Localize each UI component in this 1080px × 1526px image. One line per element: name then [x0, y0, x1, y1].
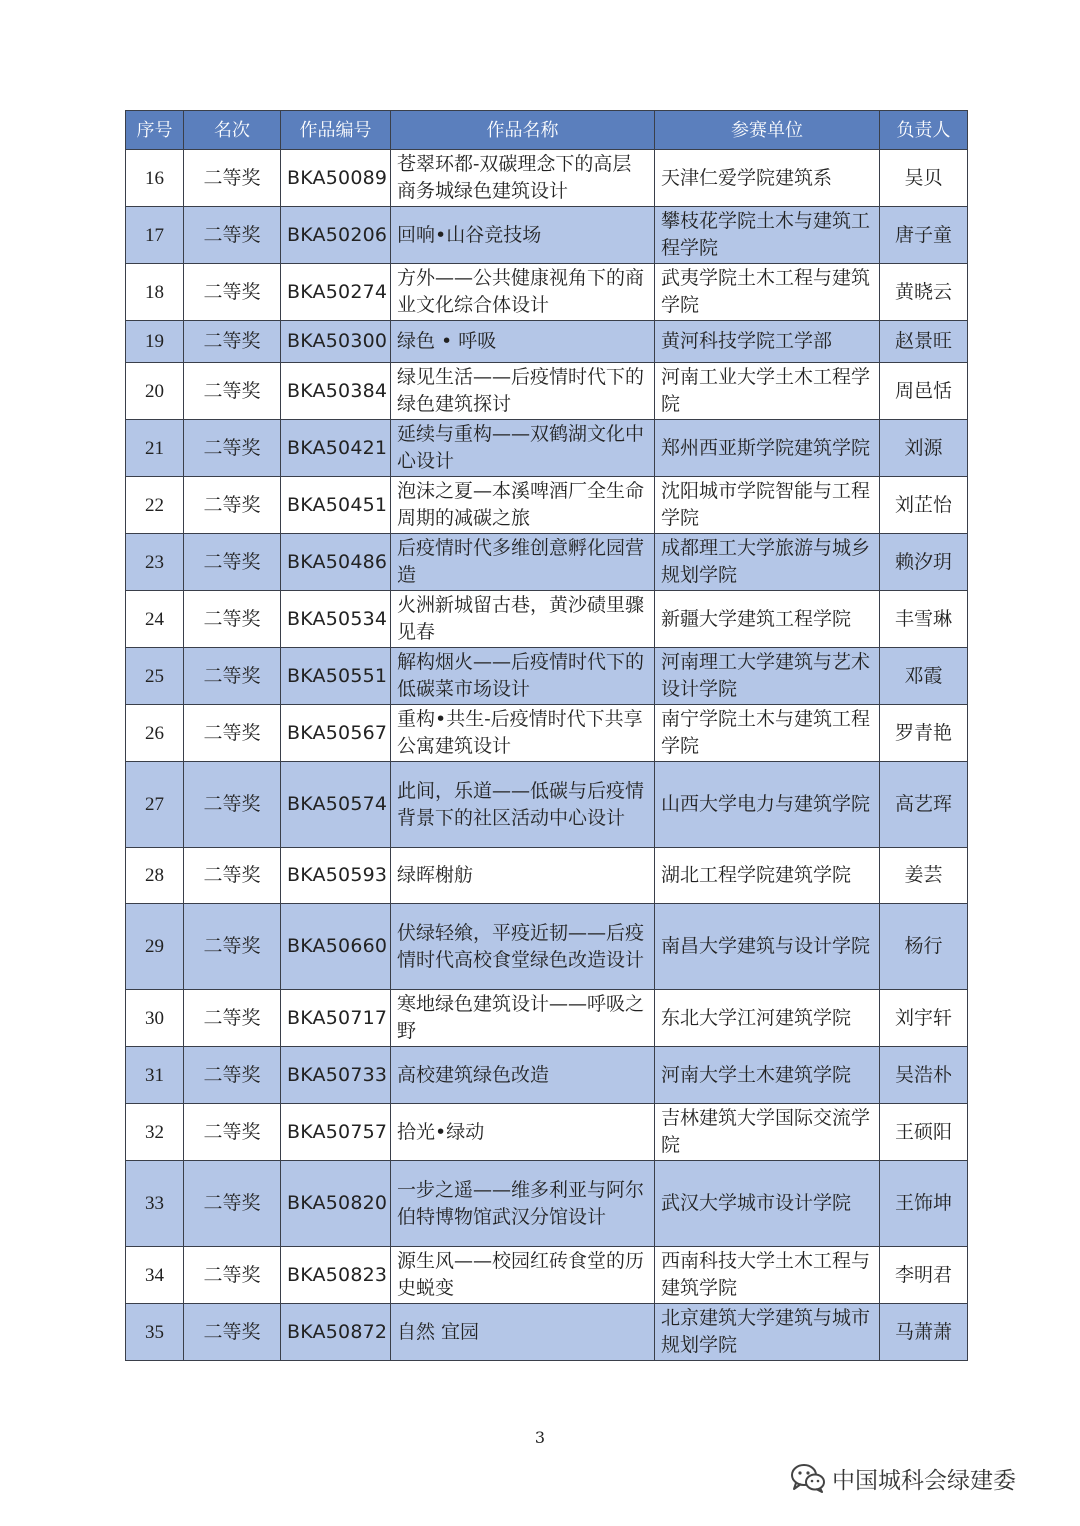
cell-rank: 二等奖: [184, 420, 281, 477]
cell-rank: 二等奖: [184, 648, 281, 705]
cell-title: 绿见生活——后疫情时代下的绿色建筑探讨: [391, 363, 655, 420]
cell-unit: 南昌大学建筑与设计学院: [655, 904, 880, 990]
cell-leader: 周邑恬: [880, 363, 968, 420]
cell-rank: 二等奖: [184, 1161, 281, 1247]
cell-unit: 山西大学电力与建筑学院: [655, 762, 880, 848]
watermark-text: 中国城科会绿建委: [832, 1467, 1016, 1494]
cell-no: 24: [126, 591, 184, 648]
cell-title: 此间，乐道——低碳与后疫情背景下的社区活动中心设计: [391, 762, 655, 848]
header-rank: 名次: [184, 111, 281, 150]
cell-no: 33: [126, 1161, 184, 1247]
table-row: [126, 990, 968, 1047]
cell-code: BKA50551: [281, 648, 391, 705]
cell-title: 重构•共生-后疫情时代下共享公寓建筑设计: [391, 705, 655, 762]
cell-unit: 东北大学江河建筑学院: [655, 990, 880, 1047]
header-leader: 负责人: [880, 111, 968, 150]
cell-title: 方外——公共健康视角下的商业文化综合体设计: [391, 264, 655, 321]
cell-leader: 赖汐玥: [880, 534, 968, 591]
cell-leader: 刘芷怡: [880, 477, 968, 534]
cell-no: 31: [126, 1047, 184, 1104]
cell-leader: 刘源: [880, 420, 968, 477]
cell-unit: 武夷学院土木工程与建筑学院: [655, 264, 880, 321]
cell-title: 伏绿轻飨，平疫近韧——后疫情时代高校食堂绿色改造设计: [391, 904, 655, 990]
cell-unit: 成都理工大学旅游与城乡规划学院: [655, 534, 880, 591]
cell-unit: 湖北工程学院建筑学院: [655, 848, 880, 904]
cell-unit: 郑州西亚斯学院建筑学院: [655, 420, 880, 477]
cell-rank: 二等奖: [184, 990, 281, 1047]
award-table: [125, 110, 968, 1361]
cell-no: 35: [126, 1304, 184, 1361]
cell-leader: 吴浩朴: [880, 1047, 968, 1104]
table-row: [126, 1304, 968, 1361]
table-row: [126, 705, 968, 762]
cell-no: 19: [126, 321, 184, 363]
table-row: [126, 1247, 968, 1304]
cell-rank: 二等奖: [184, 762, 281, 848]
cell-leader: 姜芸: [880, 848, 968, 904]
cell-unit: 天津仁爱学院建筑系: [655, 150, 880, 207]
cell-unit: 黄河科技学院工学部: [655, 321, 880, 363]
cell-rank: 二等奖: [184, 363, 281, 420]
cell-unit: 武汉大学城市设计学院: [655, 1161, 880, 1247]
cell-no: 23: [126, 534, 184, 591]
cell-no: 25: [126, 648, 184, 705]
cell-code: BKA50206: [281, 207, 391, 264]
cell-leader: 王饰坤: [880, 1161, 968, 1247]
cell-code: BKA50823: [281, 1247, 391, 1304]
table-body: [126, 150, 968, 1361]
cell-code: BKA50274: [281, 264, 391, 321]
cell-title: 火洲新城留古巷，黄沙碛里骤见春: [391, 591, 655, 648]
cell-rank: 二等奖: [184, 1247, 281, 1304]
cell-leader: 李明君: [880, 1247, 968, 1304]
table-row: [126, 534, 968, 591]
cell-title: 解构烟火——后疫情时代下的低碳菜市场设计: [391, 648, 655, 705]
cell-unit: 西南科技大学土木工程与建筑学院: [655, 1247, 880, 1304]
cell-title: 回响•山谷竞技场: [391, 207, 655, 264]
table-header-row: [126, 111, 968, 150]
header-unit: 参赛单位: [655, 111, 880, 150]
cell-unit: 北京建筑大学建筑与城市规划学院: [655, 1304, 880, 1361]
table-row: [126, 848, 968, 904]
table-row: [126, 264, 968, 321]
table-row: [126, 591, 968, 648]
cell-rank: 二等奖: [184, 1047, 281, 1104]
cell-no: 28: [126, 848, 184, 904]
cell-title: 绿晖榭舫: [391, 848, 655, 904]
cell-no: 27: [126, 762, 184, 848]
cell-title: 苍翠环都-双碳理念下的高层商务城绿色建筑设计: [391, 150, 655, 207]
cell-no: 34: [126, 1247, 184, 1304]
cell-code: BKA50872: [281, 1304, 391, 1361]
wechat-icon: [790, 1463, 826, 1493]
table-row: [126, 363, 968, 420]
cell-leader: 杨行: [880, 904, 968, 990]
page-number: 3: [534, 1428, 546, 1447]
header-no: 序号: [126, 111, 184, 150]
cell-unit: 河南工业大学土木工程学院: [655, 363, 880, 420]
header-title: 作品名称: [391, 111, 655, 150]
table-row: [126, 477, 968, 534]
cell-title: 泡沫之夏—本溪啤酒厂全生命周期的减碳之旅: [391, 477, 655, 534]
cell-no: 29: [126, 904, 184, 990]
cell-unit: 南宁学院土木与建筑工程学院: [655, 705, 880, 762]
cell-unit: 新疆大学建筑工程学院: [655, 591, 880, 648]
cell-unit: 河南大学土木建筑学院: [655, 1047, 880, 1104]
cell-leader: 邓霞: [880, 648, 968, 705]
cell-code: BKA50384: [281, 363, 391, 420]
cell-title: 自然 宜园: [391, 1304, 655, 1361]
cell-unit: 沈阳城市学院智能与工程学院: [655, 477, 880, 534]
cell-code: BKA50733: [281, 1047, 391, 1104]
header-code: 作品编号: [281, 111, 391, 150]
cell-code: BKA50451: [281, 477, 391, 534]
cell-code: BKA50717: [281, 990, 391, 1047]
cell-no: 17: [126, 207, 184, 264]
table-row: [126, 762, 968, 848]
table-row: [126, 1161, 968, 1247]
cell-rank: 二等奖: [184, 150, 281, 207]
cell-no: 16: [126, 150, 184, 207]
cell-no: 32: [126, 1104, 184, 1161]
cell-no: 26: [126, 705, 184, 762]
cell-no: 21: [126, 420, 184, 477]
cell-rank: 二等奖: [184, 534, 281, 591]
cell-no: 30: [126, 990, 184, 1047]
cell-unit: 河南理工大学建筑与艺术设计学院: [655, 648, 880, 705]
cell-code: BKA50567: [281, 705, 391, 762]
cell-title: 拾光•绿动: [391, 1104, 655, 1161]
cell-no: 18: [126, 264, 184, 321]
cell-leader: 赵景旺: [880, 321, 968, 363]
cell-rank: 二等奖: [184, 321, 281, 363]
table-row: [126, 648, 968, 705]
cell-rank: 二等奖: [184, 1304, 281, 1361]
table-row: [126, 420, 968, 477]
cell-leader: 刘宇轩: [880, 990, 968, 1047]
cell-code: BKA50757: [281, 1104, 391, 1161]
cell-leader: 丰雪琳: [880, 591, 968, 648]
cell-leader: 马萧萧: [880, 1304, 968, 1361]
cell-title: 后疫情时代多维创意孵化园营造: [391, 534, 655, 591]
cell-code: BKA50593: [281, 848, 391, 904]
cell-title: 寒地绿色建筑设计——呼吸之野: [391, 990, 655, 1047]
cell-title: 一步之遥——维多利亚与阿尔伯特博物馆武汉分馆设计: [391, 1161, 655, 1247]
cell-leader: 黄晓云: [880, 264, 968, 321]
cell-leader: 罗青艳: [880, 705, 968, 762]
cell-rank: 二等奖: [184, 207, 281, 264]
cell-code: BKA50534: [281, 591, 391, 648]
cell-title: 源生风——校园红砖食堂的历史蜕变: [391, 1247, 655, 1304]
cell-code: BKA50486: [281, 534, 391, 591]
cell-rank: 二等奖: [184, 1104, 281, 1161]
cell-unit: 吉林建筑大学国际交流学院: [655, 1104, 880, 1161]
cell-code: BKA50421: [281, 420, 391, 477]
cell-leader: 高艺珲: [880, 762, 968, 848]
cell-no: 20: [126, 363, 184, 420]
cell-rank: 二等奖: [184, 904, 281, 990]
table-row: [126, 1047, 968, 1104]
cell-rank: 二等奖: [184, 477, 281, 534]
cell-code: BKA50574: [281, 762, 391, 848]
table-row: [126, 207, 968, 264]
table-row: [126, 1104, 968, 1161]
table-row: [126, 321, 968, 363]
table-row: [126, 904, 968, 990]
cell-code: BKA50820: [281, 1161, 391, 1247]
cell-code: BKA50300: [281, 321, 391, 363]
cell-unit: 攀枝花学院土木与建筑工程学院: [655, 207, 880, 264]
cell-leader: 唐子童: [880, 207, 968, 264]
cell-rank: 二等奖: [184, 705, 281, 762]
cell-code: BKA50089: [281, 150, 391, 207]
cell-title: 绿色 • 呼吸: [391, 321, 655, 363]
cell-rank: 二等奖: [184, 591, 281, 648]
cell-no: 22: [126, 477, 184, 534]
cell-leader: 王硕阳: [880, 1104, 968, 1161]
cell-leader: 吴贝: [880, 150, 968, 207]
cell-rank: 二等奖: [184, 848, 281, 904]
cell-code: BKA50660: [281, 904, 391, 990]
watermark: [790, 1456, 1016, 1500]
cell-title: 高校建筑绿色改造: [391, 1047, 655, 1104]
cell-rank: 二等奖: [184, 264, 281, 321]
table-row: [126, 150, 968, 207]
cell-title: 延续与重构——双鹤湖文化中心设计: [391, 420, 655, 477]
